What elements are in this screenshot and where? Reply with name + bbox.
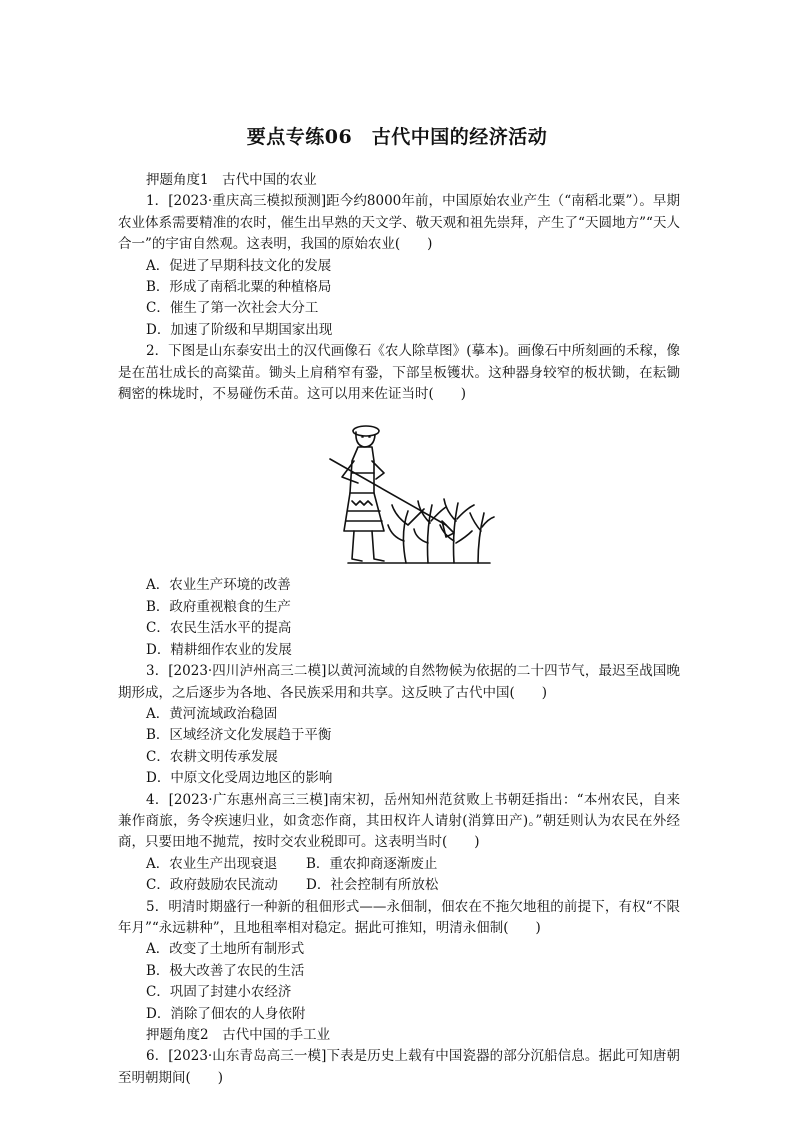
question-4-options-row-1 — [118, 854, 680, 875]
question-4-options-row-2 — [118, 875, 680, 896]
question-6-stem: 6．[2023·山东青岛高三一模]下表是历史上载有中国瓷器的部分沉船信息。据此可知唐朝至明朝期间( ) — [118, 1048, 680, 1086]
question-2-option-d: D．精耕细作农业的发展 — [146, 641, 292, 658]
question-2-option-b: B．政府重视粮食的生产 — [146, 598, 291, 615]
section-heading: 押题角度2 古代中国的手工业 — [146, 1027, 331, 1043]
question-4-stem: 4．[2023·广东惠州高三三模]南宋初，岳州知州范贫败上书朝廷指出：“本州农民，自来兼作商旅，务令疾速归业，如贪恋作商，其田权许人请射(消算田产)。”朝廷则认为农民在外经商，只要田地不抛荒，按时交农业税即可。这表明当时( ) — [118, 791, 680, 851]
question-3-option-a: A．黄河流域政治稳固 — [146, 705, 278, 722]
question-1-option-c: C．催生了第一次社会大分工 — [146, 300, 319, 317]
question-2-stem: 2．下图是山东泰安出土的汉代画像石《农人除草图》(摹本)。画像石中所刻画的禾稼，像是在茁壮成长的高粱苗。锄头上肩稍窄有銎，下部呈板镬状。这种器身较窄的板状锄，在耘锄稠密的株垅时，不易碰伤禾苗。这可以用来佐证当时( ) — [118, 343, 680, 403]
question-5-option-b: B．极大改善了农民的生活 — [146, 962, 305, 979]
page-title: 要点专练06 古代中国的经济活动 — [246, 126, 548, 148]
question-1-option-a: A．促进了早期科技文化的发展 — [146, 257, 332, 274]
question-1-stem: 1．[2023·重庆高三模拟预测]距今约8000年前，中国原始农业产生（“南稻北粟”）。早期农业体系需要精准的农时，催生出早熟的天文学、敬天观和祖先崇拜，产生了“天圆地方”“天人合一”的宇宙自然观。这表明，我国的原始农业( ) — [118, 193, 680, 253]
farmer-hoeing-figure — [118, 405, 680, 575]
question-5-stem: 5．明清时期盛行一种新的租佃形式——永佃制，佃农在不拖欠地租的前提下，有权“不限年月”“永远耕种”，且地租率相对稳定。据此可推知，明清永佃制( ) — [118, 898, 680, 936]
section-heading: 押题角度1 古代中国的农业 — [146, 172, 317, 188]
question-5-option-c: C．巩固了封建小农经济 — [146, 984, 292, 1001]
question-5-option-d: D．消除了佃农的人身依附 — [146, 1005, 306, 1022]
farmer-hoeing-illustration-icon — [328, 413, 496, 573]
question-1-option-b: B．形成了南稻北粟的种植格局 — [146, 279, 332, 296]
document-body — [118, 170, 680, 1089]
question-4-option-a: A．农业生产出现衰退 — [146, 855, 278, 872]
question-4-option-d: D．社会控制有所放松 — [306, 877, 439, 894]
question-2-option-a: A．农业生产环境的改善 — [146, 577, 291, 594]
question-5-option-a: A．改变了土地所有制形式 — [146, 941, 305, 958]
question-4-option-c: C．政府鼓励农民流动 — [146, 877, 278, 894]
question-4-option-b: B．重农抑商逐渐废止 — [306, 855, 438, 872]
question-1-option-d: D．加速了阶级和早期国家出现 — [146, 321, 333, 338]
question-3-option-b: B．区域经济文化发展趋于平衡 — [146, 727, 332, 744]
question-3-stem: 3．[2023·四川泸州高三二模]以黄河流域的自然物候为依据的二十四节气，最迟至战国晚期形成，之后逐步为各地、各民族采用和共享。这反映了古代中国( ) — [118, 663, 680, 701]
question-3-option-d: D．中原文化受周边地区的影响 — [146, 770, 333, 787]
question-2-option-c: C．农民生活水平的提高 — [146, 620, 292, 637]
question-3-option-c: C．农耕文明传承发展 — [146, 748, 278, 765]
